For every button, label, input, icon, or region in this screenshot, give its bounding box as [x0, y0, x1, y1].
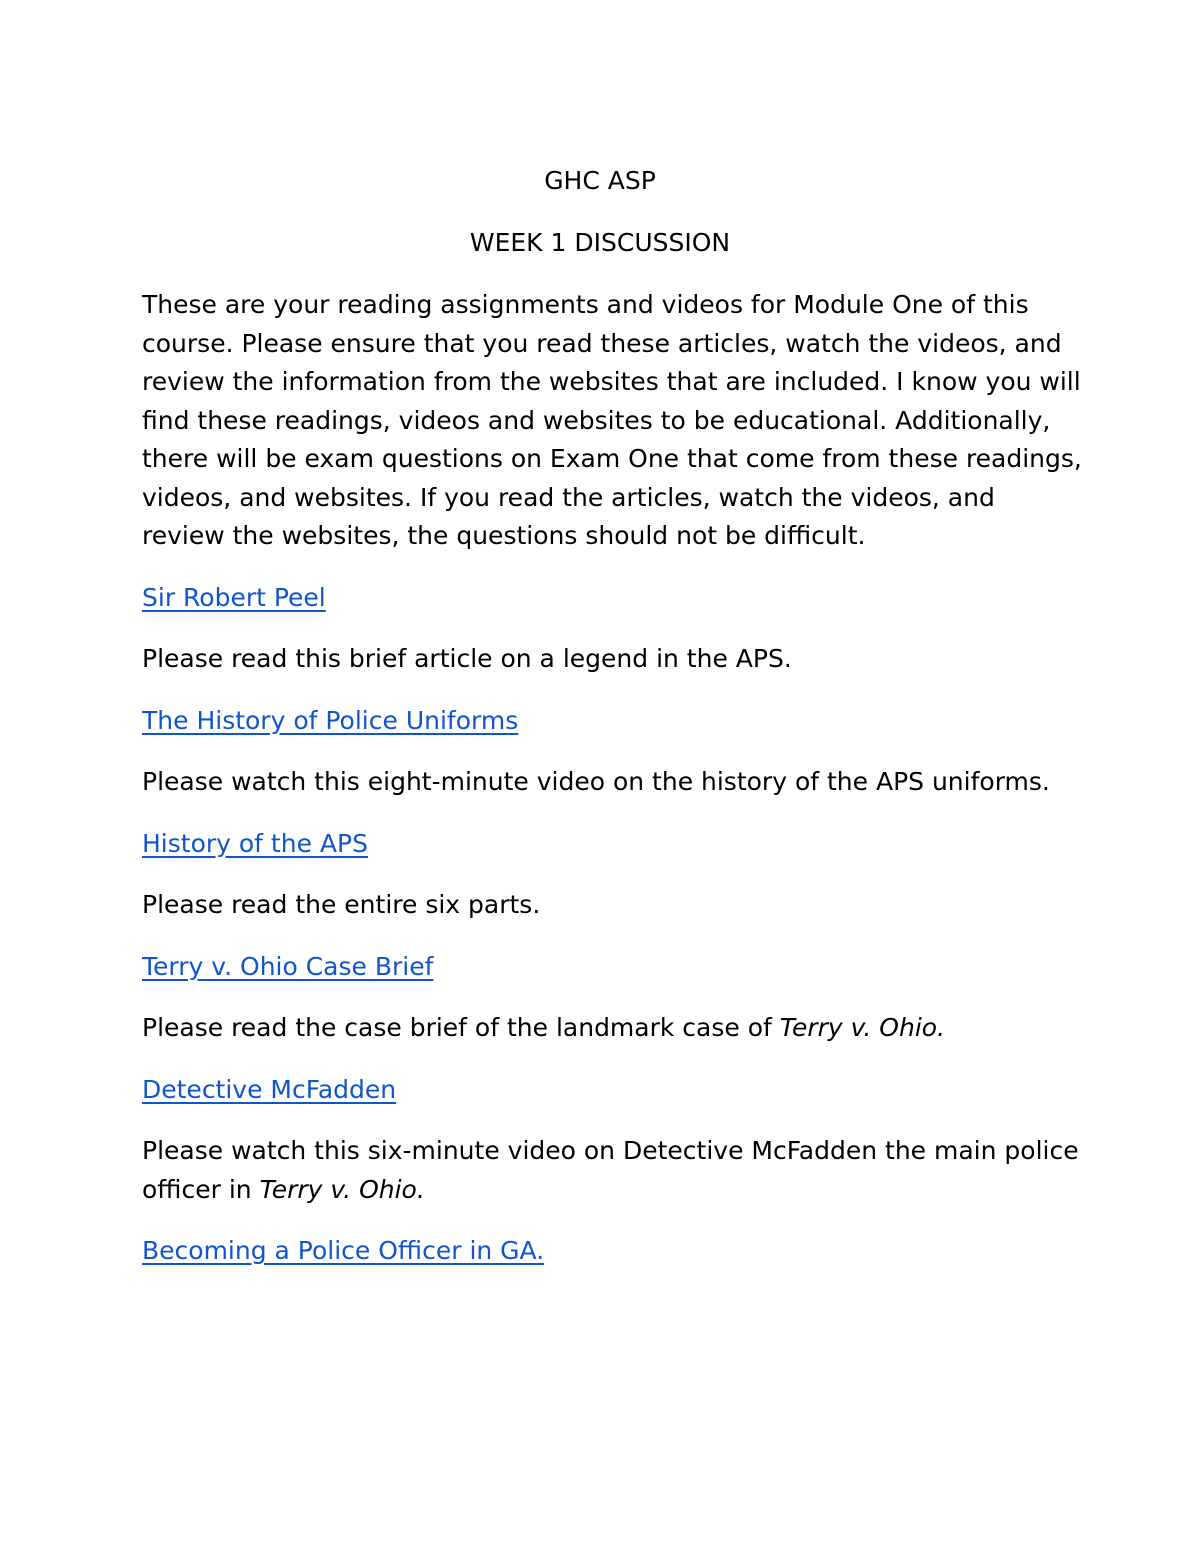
case-name-italic: Terry v. Ohio. — [259, 1174, 425, 1204]
desc-detective-mcfadden — [142, 1132, 1082, 1209]
case-name-italic: Terry v. Ohio. — [779, 1013, 946, 1042]
intro-paragraph: These are your reading assignments and videos for Module One of this course. Please ensure that you read these articles, watch the videos, and review the information from the websites that are included. I know you will find these readings, videos and websites to be educational. Additionally, there will be exam questions on Exam One that come from these readings, videos, and websites. If you read the articles, watch the videos, and review the websites, the questions should not be difficult. — [142, 290, 1082, 550]
desc-sir-robert-peel: Please read this brief article on a legend in the APS. — [142, 644, 792, 673]
link-detective-mcfadden[interactable]: Detective McFadden — [142, 1074, 397, 1104]
link-history-police-uniforms[interactable]: The History of Police Uniforms — [142, 705, 519, 735]
link-sir-robert-peel[interactable]: Sir Robert Peel — [142, 582, 326, 612]
link-becoming-police-officer-ga[interactable]: Becoming a Police Officer in GA. — [142, 1236, 545, 1265]
link-terry-v-ohio-case-brief[interactable]: Terry v. Ohio Case Brief — [142, 951, 434, 981]
desc-text: Please watch this six-minute video on Detective McFadden the main police officer in — [142, 1136, 1079, 1204]
document-page — [142, 162, 1082, 1294]
link-history-of-aps[interactable]: History of the APS — [142, 828, 368, 858]
desc-history-police-uniforms: Please watch this eight-minute video on the history of the APS uniforms. — [142, 767, 1050, 796]
desc-terry-v-ohio-case-brief — [142, 1009, 1082, 1048]
document-subtitle: WEEK 1 DISCUSSION — [469, 228, 731, 257]
document-title: GHC ASP — [544, 166, 656, 195]
desc-text: Please read the case brief of the landmark case of — [142, 1013, 780, 1042]
desc-history-of-aps: Please read the entire six parts. — [142, 890, 541, 919]
